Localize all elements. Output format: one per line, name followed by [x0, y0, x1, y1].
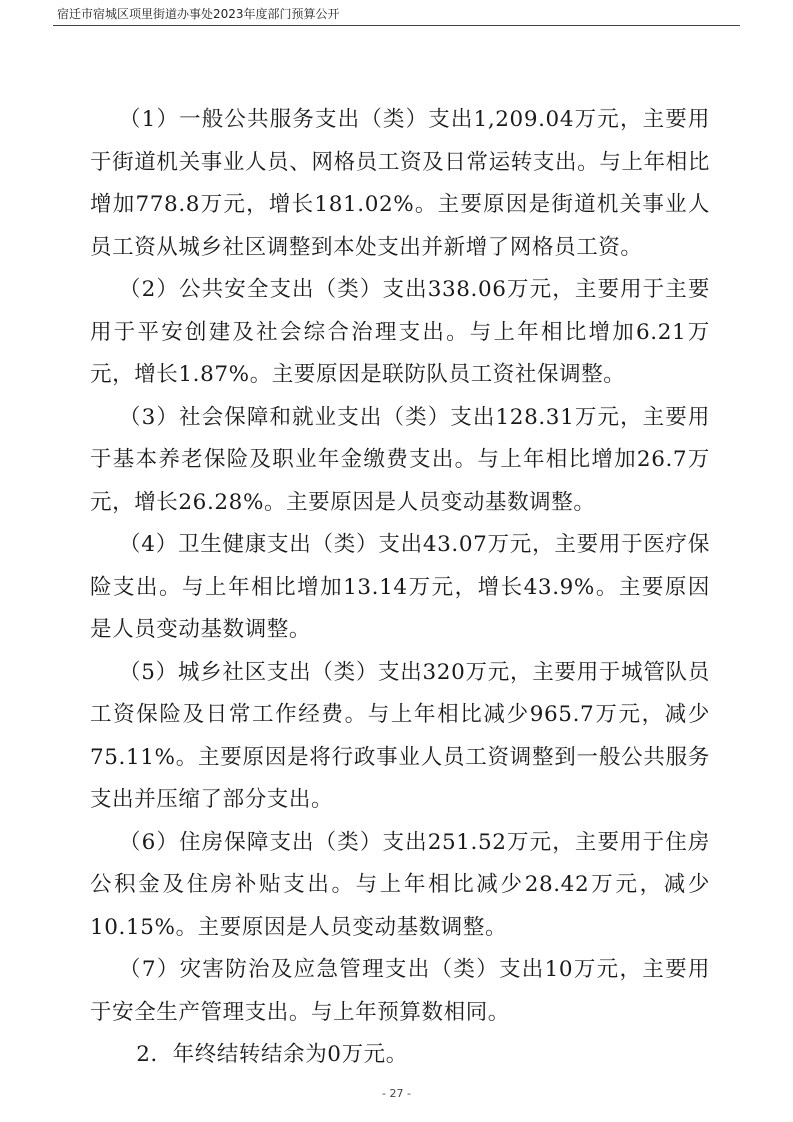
paragraph-social-security: （3）社会保障和就业支出（类）支出128.31万元，主要用于基本养老保险及职业年金缴费支出。与上年相比增加26.7万元，增长26.28%。主要原因是人员变动基数调整。 [90, 404, 710, 515]
document-body [90, 99, 710, 1077]
paragraph-housing-security: （6）住房保障支出（类）支出251.52万元，主要用于住房公积金及住房补贴支出。与上年相比减少28.42万元，减少10.15%。主要原因是人员变动基数调整。 [90, 829, 710, 940]
paragraph-public-safety: （2）公共安全支出（类）支出338.06万元，主要用于主要用于平安创建及社会综合治理支出。与上年相比增加6.21万元，增长1.87%。主要原因是联防队员工资社保调整。 [90, 277, 710, 387]
header-divider [53, 25, 740, 26]
paragraph-year-end-balance: 2．年终结转结余为0万元。 [136, 1042, 408, 1067]
paragraph-general-public-services: （1）一般公共服务支出（类）支出1,209.04万元，主要用于街道机关事业人员、网格员工资及日常运转支出。与上年相比增加778.8万元，增长181.02%。主要原因是街道机关事业人员工资从城乡社区调整到本处支出并新增了网格员工资。 [90, 107, 710, 260]
document-header: 宿迁市宿城区项里街道办事处2023年度部门预算公开 [57, 7, 340, 21]
paragraph-urban-rural-community: （5）城乡社区支出（类）支出320万元，主要用于城管队员工资保险及日常工作经费。与上年相比减少965.7万元，减少75.11%。主要原因是将行政事业人员工资调整到一般公共服务支出并压缩了部分支出。 [90, 659, 710, 812]
page-number: - 27 - [382, 1087, 411, 1100]
paragraph-disaster-prevention: （7）灾害防治及应急管理支出（类）支出10万元，主要用于安全生产管理支出。与上年预算数相同。 [90, 957, 710, 1025]
paragraph-health: （4）卫生健康支出（类）支出43.07万元，主要用于医疗保险支出。与上年相比增加13.14万元，增长43.9%。主要原因是人员变动基数调整。 [90, 532, 710, 642]
